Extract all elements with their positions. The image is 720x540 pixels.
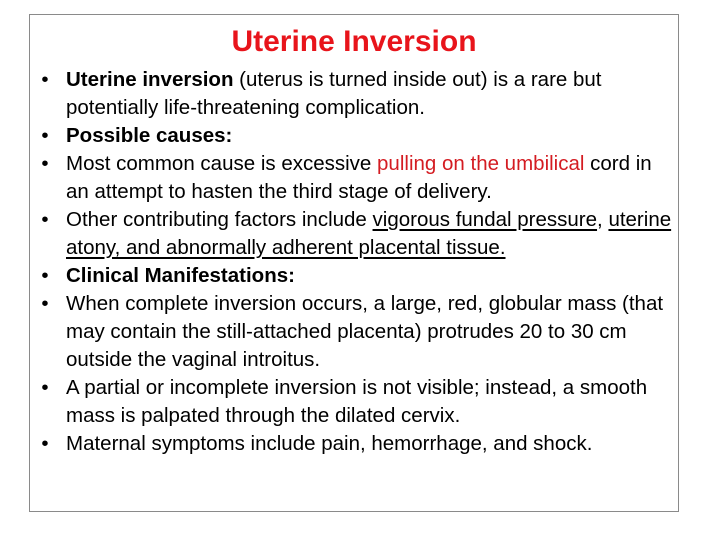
partial-inversion-text: A partial or incomplete inversion is not visible; instead, a smooth mass is palpated through the dilated cervix. xyxy=(66,376,648,427)
definition-text: (uterus is turned inside out) is a rare but potentially life-threatening complication. xyxy=(66,68,602,119)
common-cause-text-end: cord in an attempt to hasten the third stage of delivery. xyxy=(66,152,652,203)
bullet-list xyxy=(30,66,675,458)
slide-title: Uterine Inversion xyxy=(231,25,477,58)
bullet-icon: • xyxy=(41,376,49,399)
bullet-item-manifestations-heading xyxy=(30,262,675,290)
bullet-icon: • xyxy=(41,292,49,315)
bullet-icon: • xyxy=(41,264,49,287)
bullet-item-definition xyxy=(30,66,675,122)
bullet-item-common-cause xyxy=(30,150,675,206)
common-cause-text-start: Most common cause is excessive xyxy=(66,152,378,175)
bullet-item-partial-inversion xyxy=(30,374,675,430)
term-uterine-inversion: Uterine inversion xyxy=(66,68,234,91)
factors-text-start: Other contributing factors include xyxy=(66,208,373,231)
underlined-atony-adherent-tissue: uterine atony, and abnormally adherent placental tissue. xyxy=(66,208,672,259)
complete-inversion-text: When complete inversion occurs, a large, red, globular mass (that may contain the still-attached placenta) protrudes 20 to 30 cm outside the vaginal introitus. xyxy=(66,292,664,371)
bullet-icon: • xyxy=(41,68,49,91)
highlighted-cause: pulling on the umbilical xyxy=(377,152,585,175)
maternal-symptoms-text: Maternal symptoms include pain, hemorrhage, and shock. xyxy=(66,432,593,455)
bullet-icon: • xyxy=(41,124,49,147)
manifestations-heading: Clinical Manifestations: xyxy=(66,264,295,287)
bullet-item-contributing-factors xyxy=(30,206,675,262)
underlined-fundal-pressure: vigorous fundal pressure xyxy=(372,208,598,231)
bullet-icon: • xyxy=(41,152,49,175)
causes-heading: Possible causes: xyxy=(66,124,233,147)
bullet-item-causes-heading xyxy=(30,122,675,150)
bullet-item-complete-inversion xyxy=(30,290,675,374)
bullet-icon: • xyxy=(41,432,49,455)
bullet-icon: • xyxy=(41,208,49,231)
factors-separator: , xyxy=(597,208,609,231)
bullet-item-maternal-symptoms xyxy=(30,430,675,458)
